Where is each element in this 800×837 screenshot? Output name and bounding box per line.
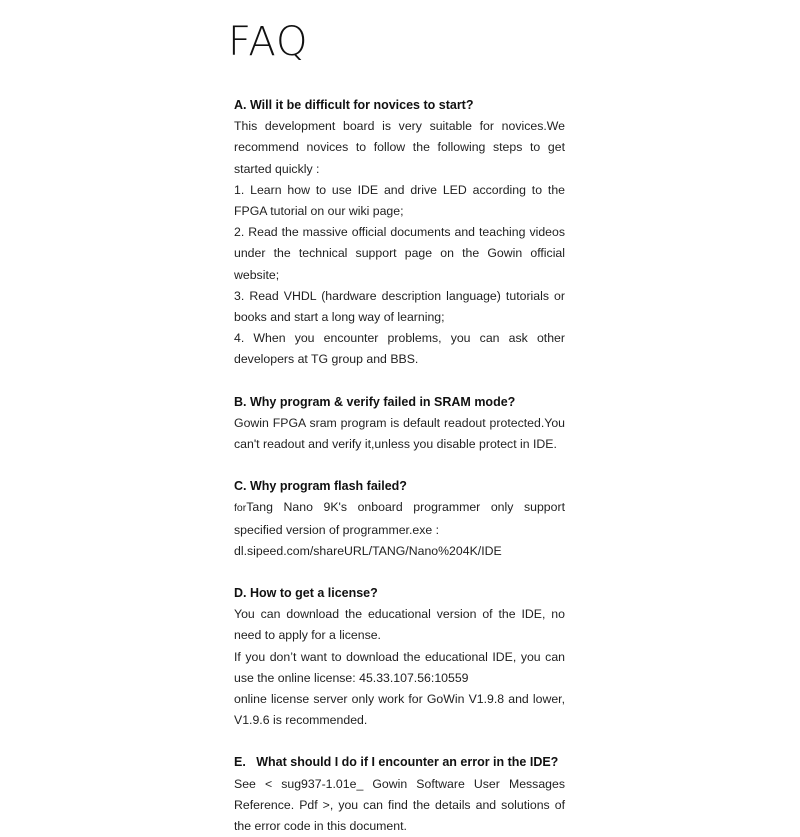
faq-section-d <box>234 583 565 731</box>
faq-answer-prefix: for <box>234 502 247 515</box>
faq-answer-step: 2. Read the massive official documents and teaching videos under the technical support page on the Gowin official website; <box>234 225 565 282</box>
faq-answer-step: 3. Read VHDL (hardware description language) tutorials or books and start a long way of learning; <box>234 288 565 325</box>
faq-question: E. What should I do if I encounter an error in the IDE? <box>234 755 559 770</box>
faq-section-e <box>234 752 565 837</box>
faq-answer-paragraph: Gowin FPGA sram program is default readout protected.You can't readout and verify it,unless you disable protect in IDE. <box>234 415 565 452</box>
faq-answer-text: Tang Nano 9K's onboard programmer only support specified version of programmer.exe : <box>234 500 565 537</box>
faq-question: A. Will it be difficult for novices to start? <box>234 98 474 112</box>
faq-answer-paragraph: online license server only work for GoWin V1.9.8 and lower, V1.9.6 is recommended. <box>234 692 565 728</box>
faq-answer-step: 4. When you encounter problems, you can ask other developers at TG group and BBS. <box>234 331 565 367</box>
faq-answer-paragraph: You can download the educational version of the IDE, no need to apply for a license. <box>234 607 565 643</box>
faq-question: D. How to get a license? <box>234 586 378 601</box>
download-url-text: dl.sipeed.com/shareURL/TANG/Nano%204K/IDE <box>234 543 502 558</box>
page-title: FAQ <box>228 19 309 65</box>
faq-content <box>234 95 565 837</box>
faq-answer-paragraph: See < sug937-1.01e_ Gowin Software User Messages Reference. Pdf >, you can find the details and solutions of the error code in this document. <box>234 776 565 834</box>
faq-answer-paragraph: This development board is very suitable for novices.We recommend novices to follow the following steps to get started quickly : <box>234 119 565 176</box>
faq-answer-step: 1. Learn how to use IDE and drive LED according to the FPGA tutorial on our wiki page; <box>234 182 565 219</box>
faq-section-b <box>234 392 565 456</box>
faq-question: B. Why program & verify failed in SRAM mode? <box>234 394 516 409</box>
faq-section-c <box>234 476 565 562</box>
faq-answer-paragraph: If you don’t want to download the educational IDE, you can use the online license: 45.33.107.56:10559 <box>234 649 565 685</box>
faq-answer-paragraph <box>234 497 565 540</box>
faq-question: C. Why program flash failed? <box>234 479 407 494</box>
faq-section-a <box>234 95 565 371</box>
